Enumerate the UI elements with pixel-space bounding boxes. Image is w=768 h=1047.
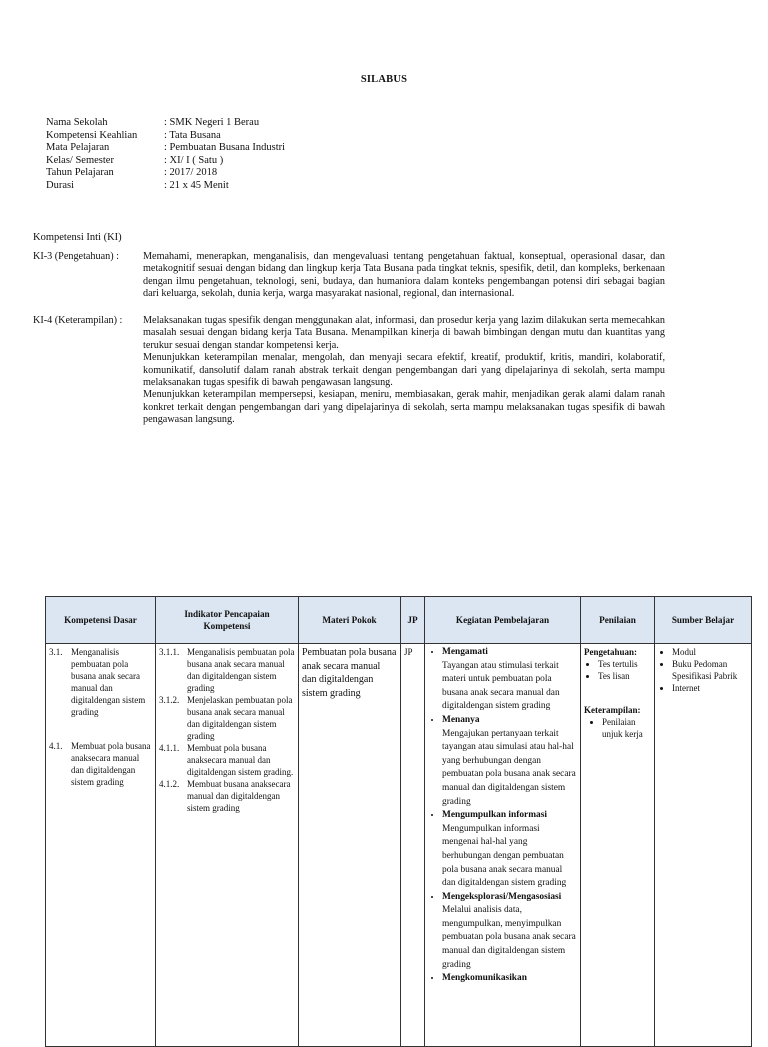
kegiatan-item: [442, 714, 577, 809]
ki3-block: [33, 251, 665, 301]
info-key: Mata Pelajaran: [46, 142, 110, 153]
ipk-item: [159, 646, 295, 694]
info-row: [46, 142, 285, 155]
ipk-text: Menjelaskan pembuatan pola busana anak secara manual dan digitaldengan sistem grading: [187, 695, 293, 741]
info-value: : 21 x 45 Menit: [164, 179, 229, 191]
info-value: : SMK Negeri 1 Berau: [164, 117, 260, 128]
penilaian-item: • Tes lisan: [598, 670, 651, 682]
info-row: [46, 180, 285, 193]
penilaian-keterampilan-label: Keterampilan:: [584, 705, 641, 715]
ki3-label: KI-3 (Pengetahuan) :: [33, 251, 119, 262]
kd-item: [49, 646, 152, 718]
penilaian-pengetahuan-label: Pengetahuan:: [584, 647, 638, 657]
table-row: [46, 644, 752, 1047]
kegiatan-title: • Mengkomunikasikan: [442, 973, 527, 984]
kegiatan-title: • Mengumpulkan informasi: [442, 810, 547, 821]
ipk-item: [159, 742, 295, 778]
ipk-cell: [156, 644, 299, 1047]
kegiatan-body: Melalui analisis data, mengumpulkan, menyimpulkan pembuatan pola busana anak secara manual dan digitaldengan sistem grading: [442, 905, 576, 970]
info-row: [46, 155, 285, 168]
ipk-item: [159, 778, 295, 814]
info-key: Tahun Pelajaran: [46, 167, 114, 178]
header-sumber: Sumber Belajar: [655, 597, 752, 644]
kegiatan-item: [442, 646, 577, 714]
kd-cell: [46, 644, 156, 1047]
info-key: Durasi: [46, 179, 74, 191]
ipk-number: 4.1.2.: [159, 779, 180, 789]
kd-text: Membuat pola busana anaksecara manual dan digitaldengan sistem grading: [71, 741, 151, 787]
ki-heading: Kompetensi Inti (KI): [33, 232, 122, 243]
kegiatan-body: Tayangan atau stimulasi terkait materi untuk pembuatan pola busana anak secara manual dan digitaldengan sistem grading: [442, 660, 560, 712]
kegiatan-item: [442, 809, 577, 891]
info-value: : Pembuatan Busana Industri: [164, 142, 286, 153]
school-info: [46, 117, 285, 192]
ki4-block: [33, 315, 665, 427]
ki3-text: Memahami, menerapkan, menganalisis, dan mengevaluasi tentang pengetahuan faktual, konseptual, operasional dasar, dan metakognitif sesuai dengan bidang dan lingkup kerja Tata Busana pada tingkat teknis, spesifik, detil, dan kompleks, berkenaan dengan ilmu pengetahuan, teknologi, seni, budaya, dan humaniora dalam konteks pengembangan potensi diri sebagai bagian dari keluarga, sekolah, dunia kerja, warga masyarakat nasional, regional, dan internasional.: [143, 251, 665, 300]
sumber-item: • Buku Pedoman Spesifikasi Pabrik: [672, 658, 748, 682]
penilaian-cell: [581, 644, 655, 1047]
info-value: : Tata Busana: [164, 129, 221, 141]
table-header-row: [46, 597, 752, 644]
kd-text: Menganalisis pembuatan pola busana anak secara manual dan digitaldengan sistem grading: [71, 647, 146, 717]
ipk-text: Menganalisis pembuatan pola busana anak secara manual dan digitaldengan sistem grading: [187, 647, 295, 693]
info-row: [46, 117, 285, 130]
jp-value: JP: [404, 647, 413, 657]
kegiatan-body: Mengumpulkan informasi mengenai hal-hal yang berhubungan dengan pembuatan pola busana anak secara manual dan digitaldengan sistem grading: [442, 823, 567, 889]
ki4-paragraph: Menunjukkan keterampilan menalar, mengolah, dan menyaji secara efektif, kreatif, produktif, kritis, mandiri, kolaboratif, komunikatif, dansolutif dalam ranah abstrak terkait dengan pengembangan dari yang dipelajarinya di sekolah, serta mampu melaksanakan tugas spesifik di bawah pengawasan langsung.: [143, 352, 665, 389]
header-jp: JP: [401, 597, 425, 644]
kegiatan-title: • Mengeksplorasi/Mengasosiasi: [442, 891, 562, 902]
ipk-item: [159, 694, 295, 742]
kegiatan-item: [442, 972, 577, 986]
sumber-item: • Internet: [672, 682, 748, 694]
ki4-paragraph: Melaksanakan tugas spesifik dengan menggunakan alat, informasi, dan prosedur kerja yang lazim dilakukan serta memecahkan masalah sesuai dengan bidang kerja Tata Busana. Menampilkan kinerja di bawah bimbingan dengan mutu dan kuantitas yang terukur sesuai dengan standar kompetensi kerja.: [143, 315, 665, 351]
jp-cell: [401, 644, 425, 1047]
info-key: Nama Sekolah: [46, 117, 108, 128]
sumber-cell: [655, 644, 752, 1047]
kegiatan-item: [442, 891, 577, 973]
ipk-text: Membuat pola busana anaksecara manual dan digitaldengan sistem grading.: [187, 743, 294, 777]
syllabus-table: [45, 596, 752, 1047]
kegiatan-title: • Menanya: [442, 714, 480, 725]
ipk-number: 3.1.2.: [159, 695, 180, 705]
info-key: Kompetensi Keahlian: [46, 129, 138, 141]
info-row: [46, 167, 285, 180]
ipk-text: Membuat busana anaksecara manual dan digitaldengan sistem grading: [187, 779, 291, 813]
kegiatan-body: Mengajukan pertanyaan terkait tayangan atau simulasi atau hal-hal yang berhubungan dengan pembuatan pola busana anak secara manual dan digitaldengan sistem grading: [442, 728, 576, 807]
kd-number: 4.1.: [49, 741, 63, 751]
info-key: Kelas/ Semester: [46, 154, 114, 166]
ki4-label: KI-4 (Keterampilan) :: [33, 315, 123, 326]
info-value: : XI/ I ( Satu ): [164, 154, 224, 166]
ipk-number: 3.1.1.: [159, 647, 180, 657]
header-materi: Materi Pokok: [299, 597, 401, 644]
kegiatan-cell: [425, 644, 581, 1047]
header-kegiatan: Kegiatan Pembelajaran: [425, 597, 581, 644]
penilaian-item: • Penilaian unjuk kerja: [602, 716, 651, 740]
kd-item: [49, 740, 152, 788]
kd-number: 3.1.: [49, 647, 63, 657]
penilaian-item: • Tes tertulis: [598, 658, 651, 670]
ki4-paragraph: Menunjukkan keterampilan mempersepsi, kesiapan, meniru, membiasakan, gerak mahir, menjadikan gerak alami dalam ranah konkret terkait dengan pengembangan dari yang dipelajarinya di sekolah, serta mampu melaksanakan tugas spesifik di bawah pengawasan langsung.: [143, 389, 665, 426]
ipk-number: 4.1.1.: [159, 743, 180, 753]
header-ipk: Indikator Pencapaian Kompetensi: [156, 597, 299, 644]
materi-cell: Pembuatan pola busana anak secara manual dan digitaldengan sistem grading: [299, 644, 401, 1047]
info-value: : 2017/ 2018: [164, 167, 218, 178]
info-row: [46, 130, 285, 143]
kegiatan-title: • Mengamati: [442, 647, 488, 657]
header-kd: Kompetensi Dasar: [46, 597, 156, 644]
document-title: SILABUS: [360, 74, 408, 85]
sumber-item: • Modul: [672, 646, 748, 658]
header-penilaian: Penilaian: [581, 597, 655, 644]
